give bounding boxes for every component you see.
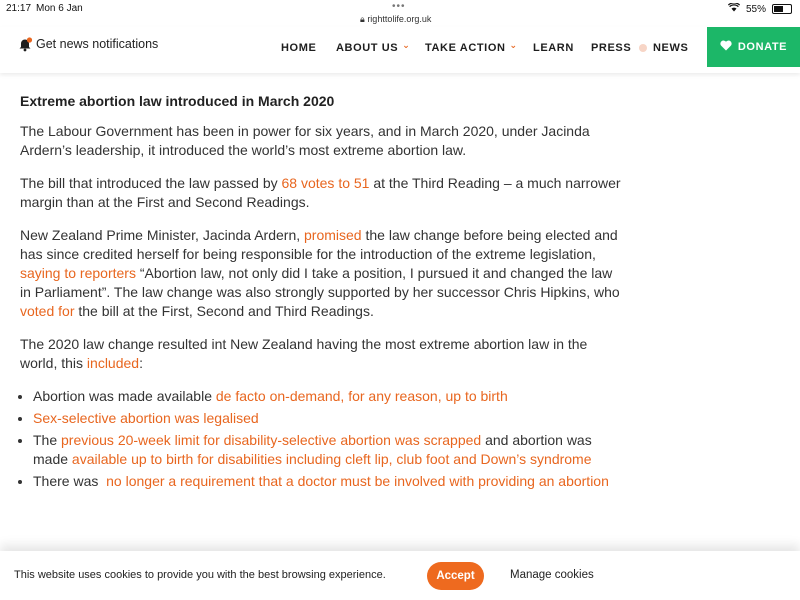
news-notifications-label: Get news notifications bbox=[36, 37, 159, 51]
nav-about-us[interactable] bbox=[336, 39, 411, 54]
list-item-text: and abortion was made bbox=[33, 432, 592, 467]
up-to-birth-disabilities-link[interactable]: available up to birth for disabilities including cleft lip, club foot and Down’s syndrome bbox=[71, 451, 592, 467]
chevron-down-icon: ⌄ bbox=[402, 39, 411, 50]
on-demand-link[interactable]: de facto on-demand, for any reason, up to birth bbox=[215, 388, 508, 404]
nav-news-label: NEWS bbox=[653, 42, 689, 54]
heart-icon bbox=[720, 40, 732, 54]
paragraph-text: The 2020 law change resulted int New Zealand having the most extreme abortion law in the world, this bbox=[20, 336, 588, 371]
nav-learn[interactable] bbox=[533, 42, 574, 54]
battery-percent: 55% bbox=[745, 3, 766, 15]
nav-take-action-label: TAKE ACTION bbox=[425, 42, 506, 54]
disability-limit-link[interactable]: previous 20-week limit for disability-selective abortion was scrapped bbox=[61, 432, 482, 448]
paragraph-2 bbox=[20, 174, 625, 212]
battery-icon bbox=[772, 4, 792, 14]
nav-take-action[interactable] bbox=[425, 39, 518, 54]
donate-label: DONATE bbox=[737, 41, 788, 53]
nav-news[interactable] bbox=[639, 42, 688, 54]
saying-to-reporters-link[interactable]: saying to reporters bbox=[20, 265, 136, 281]
paragraph-text: the bill at the First, Second and Third Readings. bbox=[74, 303, 374, 319]
nav-home[interactable] bbox=[281, 42, 316, 54]
voted-for-link[interactable]: voted for bbox=[20, 303, 75, 319]
nav-learn-label: LEARN bbox=[533, 42, 574, 54]
cookie-message: This website uses cookies to provide you with the best browsing experience. bbox=[14, 569, 386, 581]
news-dot-icon bbox=[639, 44, 647, 52]
status-indicators bbox=[728, 3, 792, 15]
chevron-down-icon: ⌄ bbox=[509, 39, 518, 50]
list-item bbox=[33, 387, 625, 406]
paragraph-text: The bill that introduced the law passed by bbox=[20, 175, 282, 191]
article-body bbox=[20, 92, 625, 494]
paragraph-text: New Zealand Prime Minister, Jacinda Ardern, bbox=[20, 227, 305, 243]
site-header bbox=[0, 27, 800, 73]
paragraph-3 bbox=[20, 226, 625, 321]
list-item-text: Abortion was made available bbox=[33, 388, 216, 404]
list-item bbox=[33, 431, 625, 469]
paragraph-text: “Abortion law, not only did I take a position, I pursued it and changed the law in Parliament”. The law change was also strongly supported by her successor Chris Hipkins, who bbox=[20, 265, 620, 300]
address-url: righttolife.org.uk bbox=[367, 14, 432, 24]
manage-cookies-link[interactable]: Manage cookies bbox=[510, 569, 594, 581]
cookie-banner bbox=[0, 551, 800, 600]
paragraph-text: at the Third Reading – a much narrower margin than at the First and Second Readings. bbox=[20, 175, 621, 210]
nav-about-us-label: ABOUT US bbox=[336, 42, 399, 54]
nav-press-label: PRESS bbox=[591, 42, 632, 54]
votes-link[interactable]: 68 votes to 51 bbox=[281, 175, 370, 191]
lock-icon: 🔒︎ bbox=[360, 14, 365, 24]
status-bar bbox=[0, 0, 800, 26]
list-item bbox=[33, 472, 625, 491]
paragraph-1: The Labour Government has been in power for six years, and in March 2020, under Jacinda Ardern’s leadership, it introduced the world’s most extreme abortion law. bbox=[20, 123, 590, 158]
doctor-requirement-link[interactable]: no longer a requirement that a doctor must be involved with providing an abortion bbox=[106, 473, 609, 489]
paragraph-text: the law change before being elected and has since credited herself for being responsible for the introduction of the extreme legislation, bbox=[20, 227, 618, 262]
sex-selective-link[interactable]: Sex-selective abortion was legalised bbox=[33, 410, 259, 426]
list-item-text: There was bbox=[33, 473, 107, 489]
included-link[interactable]: included bbox=[86, 355, 140, 371]
status-date: Mon 6 Jan bbox=[36, 3, 83, 14]
accept-cookies-button[interactable]: Accept bbox=[427, 562, 484, 590]
paragraph-4 bbox=[20, 335, 625, 373]
wifi-icon bbox=[728, 3, 740, 15]
paragraph-text: : bbox=[139, 355, 143, 371]
news-notifications-button[interactable] bbox=[18, 37, 158, 51]
list-item bbox=[33, 409, 625, 428]
promised-link[interactable]: promised bbox=[304, 227, 362, 243]
nav-press[interactable] bbox=[591, 42, 631, 54]
bullet-list bbox=[20, 387, 625, 491]
nav-home-label: HOME bbox=[281, 42, 317, 54]
more-dots-icon[interactable]: ••• bbox=[392, 1, 406, 12]
list-item-text: The bbox=[33, 432, 62, 448]
section-heading: Extreme abortion law introduced in March 2020 bbox=[20, 93, 335, 109]
bell-icon bbox=[18, 37, 32, 51]
address-bar[interactable] bbox=[360, 14, 431, 25]
status-time: 21:17 bbox=[6, 3, 32, 14]
donate-button[interactable] bbox=[707, 27, 800, 67]
